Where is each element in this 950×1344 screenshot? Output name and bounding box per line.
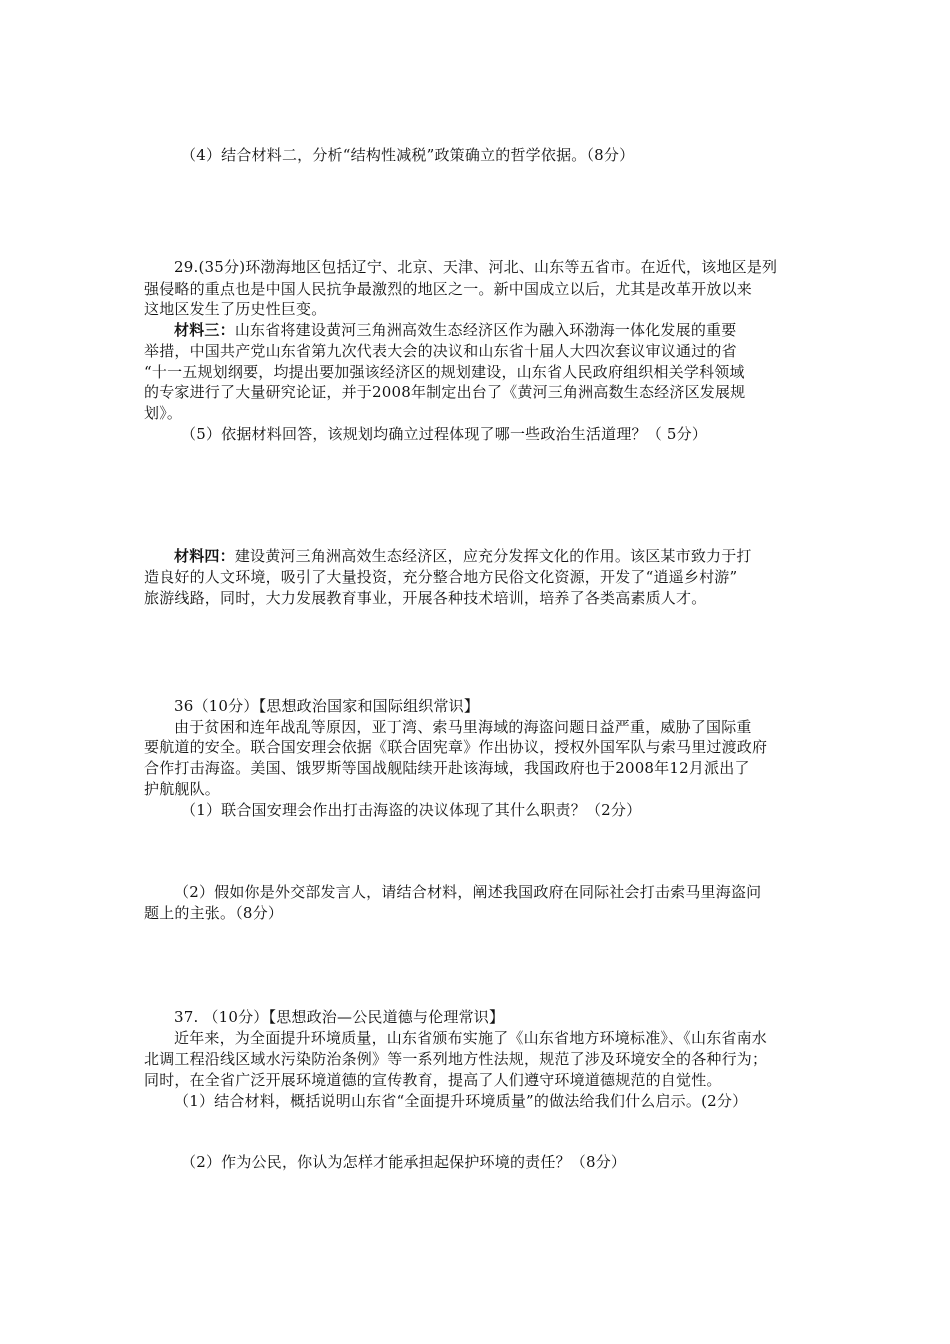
question-36-line-1: 由于贫困和连年战乱等原因，亚丁湾、索马里海域的海盗问题日益严重，威胁了国际重 (174, 718, 752, 736)
question-37-sub-1: （1）结合材料，概括说明山东省“全面提升环境质量”的做法给我们什么启示。(2分） (174, 1092, 748, 1110)
question-37-title: 37. （10分）【思想政治—公民道德与伦理常识】 (174, 1008, 505, 1026)
material-3-label: 材料三： (174, 321, 235, 339)
material-4-line-3: 旅游线路，同时，大力发展教育事业，开展各种技术培训，培养了各类高素质人才。 (144, 589, 707, 607)
material-4-first-line (174, 546, 752, 566)
material-4-line-2: 造良好的人文环境，吸引了大量投资，充分整合地方民俗文化资源，开发了“逍遥乡村游” (144, 568, 738, 586)
material-4-label: 材料四： (174, 547, 235, 565)
question-36-line-3: 合作打击海盗。美国、饿罗斯等国战舰陆续开赴该海域，我国政府也于2008年12月派出了 (144, 759, 750, 777)
question-29-line-3: 这地区发生了历史性巨变。 (144, 300, 327, 318)
question-37-line-1: 近年来，为全面提升环境质量，山东省颁布实施了《山东省地方环境标准》、《山东省南水 (174, 1029, 768, 1047)
material-3-line-3: “十一五规划纲要，均提出要加强该经济区的规划建设，山东省人民政府组织相关学科领域 (144, 363, 745, 381)
material-3-line-5: 划》。 (144, 404, 183, 422)
question-4: （4）结合材料二，分析“结构性减税”政策确立的哲学依据。（8分） (181, 146, 635, 164)
question-36-sub-2-line-1: （2）假如你是外交部发言人，请结合材料，阐述我国政府在同际社会打击索马里海盗问 (174, 883, 762, 901)
material-3-text: 山东省将建设黄河三角洲高效生态经济区作为融入环渤海一体化发展的重要 (234, 321, 737, 339)
material-3-line-4: 的专家进行了大量研究论证，并于2008年制定出台了《黄河三角洲高数生态经济区发展规 (144, 383, 746, 401)
material-4-text: 建设黄河三角洲高效生态经济区，应充分发挥文化的作用。该区某市致力于打 (234, 547, 752, 565)
question-36-sub-1: （1）联合国安理会作出打击海盗的决议体现了其什么职责？（2分） (181, 801, 642, 819)
question-5: （5）依据材料回答，该规划均确立过程体现了哪一些政治生活道理？（ 5分） (181, 425, 708, 443)
question-36-title: 36（10分）【思想政治国家和国际组织常识】 (174, 697, 480, 715)
question-37-line-2: 北调工程沿线区域水污染防治条例》等一系列地方性法规，规范了涉及环境安全的各种行为； (144, 1050, 768, 1068)
material-3-line-2: 举措，中国共产党山东省第九次代表大会的决议和山东省十届人大四次套议审议通过的省 (144, 342, 737, 360)
material-3-first-line (174, 320, 736, 340)
question-37-line-3: 同时，在全省广泛开展环境道德的宣传教育，提高了人们遵守环境道德规范的自觉性。 (144, 1071, 722, 1089)
question-29-line-2: 强侵略的重点也是中国人民抗争最激烈的地区之一。新中国成立以后，尤其是改革开放以来 (144, 280, 753, 298)
question-36-line-2: 要航道的安全。联合国安理会依据《联合固宪章》作出协议，授权外国军队与索马里过渡政府 (144, 738, 768, 756)
question-36-sub-2-line-2: 题上的主张。（8分） (144, 904, 284, 922)
question-29-line-1: 29.(35分)环渤海地区包括辽宁、北京、天津、河北、山东等五省市。在近代，该地区是列 (174, 258, 778, 276)
question-36-line-4: 护航舰队。 (144, 780, 221, 798)
question-37-sub-2: （2）作为公民，你认为怎样才能承担起保护环境的责任？（8分） (181, 1153, 627, 1171)
